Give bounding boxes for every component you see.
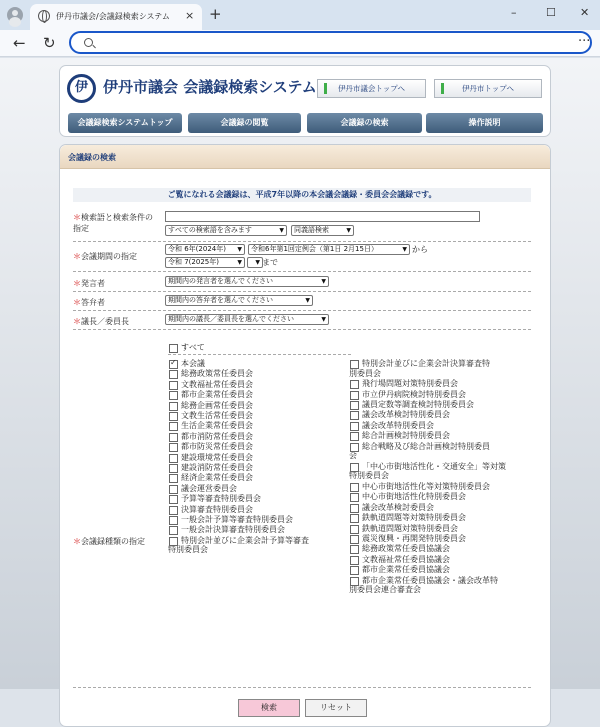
site-header [59,65,551,137]
back-icon[interactable]: ← [13,34,26,52]
type-checkbox-label: 総合計画検討特別委員会 [362,431,450,441]
type-checkbox[interactable] [349,421,434,430]
type-checkbox[interactable] [349,503,434,512]
keyword-input[interactable] [165,211,480,222]
type-checkbox[interactable] [349,576,498,595]
type-checkbox[interactable] [168,442,253,451]
reset-button[interactable]: リセット [305,699,367,717]
period-from-year-select[interactable]: 令和 6年(2024年) ▼ [165,244,245,255]
respondent-label: ＊答弁者 [73,298,105,307]
type-checkbox-label: 中心市街地活性化等対策特別委員会 [362,482,490,491]
notice-banner: ご覧になれる会議録は、平成7年以降の本会議会議録・委員会会議録です。 [73,188,531,202]
type-checkbox-label-cont: 別委員会 [349,368,381,378]
type-checkbox[interactable] [168,453,253,462]
reload-icon[interactable]: ↻ [43,34,56,52]
divider [73,329,531,330]
type-checkbox[interactable] [168,494,261,503]
period-to-session-select[interactable] [247,257,263,268]
logo-icon: 伊 [67,74,96,103]
type-checkbox[interactable] [349,431,450,440]
more-menu-icon[interactable]: ··· [578,34,591,49]
type-checkbox-label: 総務企画常任委員会 [181,400,253,410]
type-checkbox-label: 中心市街地活性化特別委員会 [362,492,466,502]
divider [168,354,351,355]
type-checkbox[interactable] [349,524,458,533]
type-checkbox-label: 総合戦略及び総合計画検討特別委員 [362,441,490,451]
panel-header [60,145,550,169]
period-from-session-select[interactable]: 令和6年第1回定例会（第1日 2月15日） ▼ [248,244,410,255]
maximize-icon[interactable]: ☐ [546,6,556,19]
type-checkbox-label: 「中心市街地活性化・交通安全」等対策 [362,461,506,471]
type-checkbox[interactable] [168,505,253,514]
type-checkbox-label: 議員定数等調査検討特別委員会 [362,400,474,409]
type-checkbox-label: 都市防災常任委員会 [181,442,253,452]
type-checkbox-label: 建設環境常任委員会 [181,452,253,462]
type-checkbox-label-cont: 会 [349,451,357,461]
type-checkbox-label: 建設消防常任委員会 [181,463,253,472]
types-label: ＊会議録種類の指定 [73,537,145,546]
globe-icon [38,10,50,22]
nav-tab-top[interactable]: 会議録検索システムトップ [68,113,182,133]
type-checkbox[interactable] [349,513,466,522]
type-checkbox[interactable] [168,536,309,555]
new-tab-icon[interactable]: + [209,5,222,23]
type-checkbox[interactable] [349,442,490,461]
type-checkbox[interactable] [349,555,450,564]
type-checkbox-label: 震災復興・再開発特別委員会 [362,534,466,543]
type-checkbox[interactable] [349,390,466,399]
type-checkbox[interactable] [168,421,253,430]
speaker-select[interactable]: 期間内の発言者を選んでください ▼ [165,276,329,287]
close-window-icon[interactable]: ✕ [580,6,590,19]
minimize-icon[interactable]: – [511,6,517,19]
type-checkbox[interactable] [168,390,253,399]
type-checkbox-label-cont: 特別委員会 [349,471,389,481]
address-bar[interactable] [69,31,592,54]
chair-select[interactable]: 期間内の議長／委員長を選んでください ▼ [165,314,329,325]
tab-title: 伊丹市議会/会議録検索システム [56,12,170,21]
type-checkbox[interactable] [168,525,285,534]
type-checkbox-label: 決算審査特別委員会 [181,504,253,514]
tab-close-icon[interactable]: × [185,9,195,22]
divider [73,687,531,688]
period-to-year-select[interactable]: 令和 7(2025年) ▼ [165,257,245,268]
type-checkbox[interactable] [168,463,253,472]
council-top-link[interactable]: 伊丹市議会トップへ [317,79,426,98]
type-checkbox-label: 都市企業常任委員協議会 [362,565,450,575]
type-checkbox-label: 総務政策常任委員会 [181,369,253,379]
type-checkbox-label: 文教福祉常任委員協議会 [362,554,450,564]
type-checkbox[interactable] [168,515,293,524]
type-checkbox[interactable] [349,565,450,574]
type-checkbox[interactable] [168,369,253,378]
type-checkbox-label: 都市企業常任委員会 [181,390,253,400]
type-checkbox-label: 本会議 [181,359,205,368]
type-checkbox-label: 経済企業常任委員会 [181,473,253,483]
type-checkbox-label: 都市企業常任委員協議会・議会改革特 [362,575,498,585]
type-checkbox-label: 特別会計並びに企業会計予算等審査 [181,535,309,545]
site-title: 伊丹市議会 会議録検索システム [103,78,317,96]
type-checkbox-label: 議会改革特別委員会 [362,420,434,430]
divider [73,271,531,272]
type-checkbox[interactable] [349,534,466,543]
period-to-suffix: まで [262,258,278,267]
browser-toolbar [0,30,600,57]
profile-avatar-icon[interactable] [7,7,23,23]
keyword-label: ＊検索語と検索条件の 指定 [73,213,153,233]
nav-tab-browse[interactable]: 会議録の閲覧 [188,113,301,133]
type-checkbox-label: 鉄軌道問題対策特別委員会 [362,523,458,533]
type-checkbox[interactable] [349,492,466,501]
type-checkbox-label: 飛行場問題対策特別委員会 [362,379,458,389]
type-checkbox-label: 文教生活常任委員会 [181,411,253,420]
period-from-suffix: から [412,245,428,254]
type-checkbox[interactable] [349,359,490,378]
type-checkbox-label: 議会改革検討委員会 [362,502,434,512]
type-checkbox[interactable] [349,400,474,409]
type-checkbox[interactable] [168,401,253,410]
type-checkbox-label: 議会運営委員会 [181,483,237,493]
search-icon [84,38,93,47]
type-checkbox[interactable] [168,359,205,368]
type-checkbox[interactable] [349,544,450,553]
divider [73,241,531,242]
synonym-select[interactable]: 同義語検索 ▼ [291,225,354,236]
city-top-link[interactable]: 伊丹市トップへ [434,79,542,98]
type-checkbox-label: 市立伊丹病院検討特別委員会 [362,389,466,399]
type-checkbox[interactable] [349,410,450,419]
search-button[interactable]: 検索 [238,699,300,717]
divider [73,291,531,292]
type-checkbox-label: 総務政策常任委員協議会 [362,544,450,554]
type-checkbox-label: 一般会計決算審査特別委員会 [181,525,285,535]
type-checkbox-label: 予算等審査特別委員会 [181,494,261,504]
type-checkbox[interactable] [349,482,490,491]
type-checkbox[interactable] [168,432,253,441]
period-label: ＊会議期間の指定 [73,252,137,261]
type-checkbox-label-cont: 特別委員会 [168,545,208,555]
type-checkbox[interactable] [168,484,237,493]
type-checkbox-all[interactable]: すべて [168,343,205,352]
page-content [0,58,600,712]
keyword-mode-select[interactable]: すべての検索語を含みます ▼ [165,225,287,236]
type-checkbox-label: 都市消防常任委員会 [181,431,253,441]
type-checkbox-label: 生活企業常任委員会 [181,421,253,431]
type-checkbox-label: 文教福祉常任委員会 [181,379,253,389]
chair-label: ＊議長／委員長 [73,317,129,326]
speaker-label: ＊発言者 [73,279,105,288]
nav-tab-search[interactable]: 会議録の検索 [307,113,422,133]
respondent-select[interactable]: 期間内の答弁者を選んでください ▼ [165,295,313,306]
panel-title: 会議録の検索 [68,153,116,162]
type-checkbox[interactable] [168,473,253,482]
browser-tab-bar [0,0,600,30]
type-checkbox[interactable] [168,411,253,420]
type-checkbox-label: 鉄軌道問題等対策特別委員会 [362,513,466,523]
browser-tab[interactable] [30,4,202,30]
type-checkbox[interactable] [349,462,506,481]
type-checkbox-label-cont: 別委員会連合審査会 [349,585,421,595]
type-checkbox-label: 議会改革検討特別委員会 [362,410,450,420]
type-checkbox[interactable] [349,379,458,388]
search-panel [59,144,551,727]
divider [73,310,531,311]
nav-tab-help[interactable]: 操作説明 [426,113,543,133]
type-checkbox-label: 特別会計並びに企業会計決算審査特 [362,359,490,368]
type-checkbox-label: 一般会計予算等審査特別委員会 [181,515,293,524]
type-checkbox[interactable] [168,380,253,389]
